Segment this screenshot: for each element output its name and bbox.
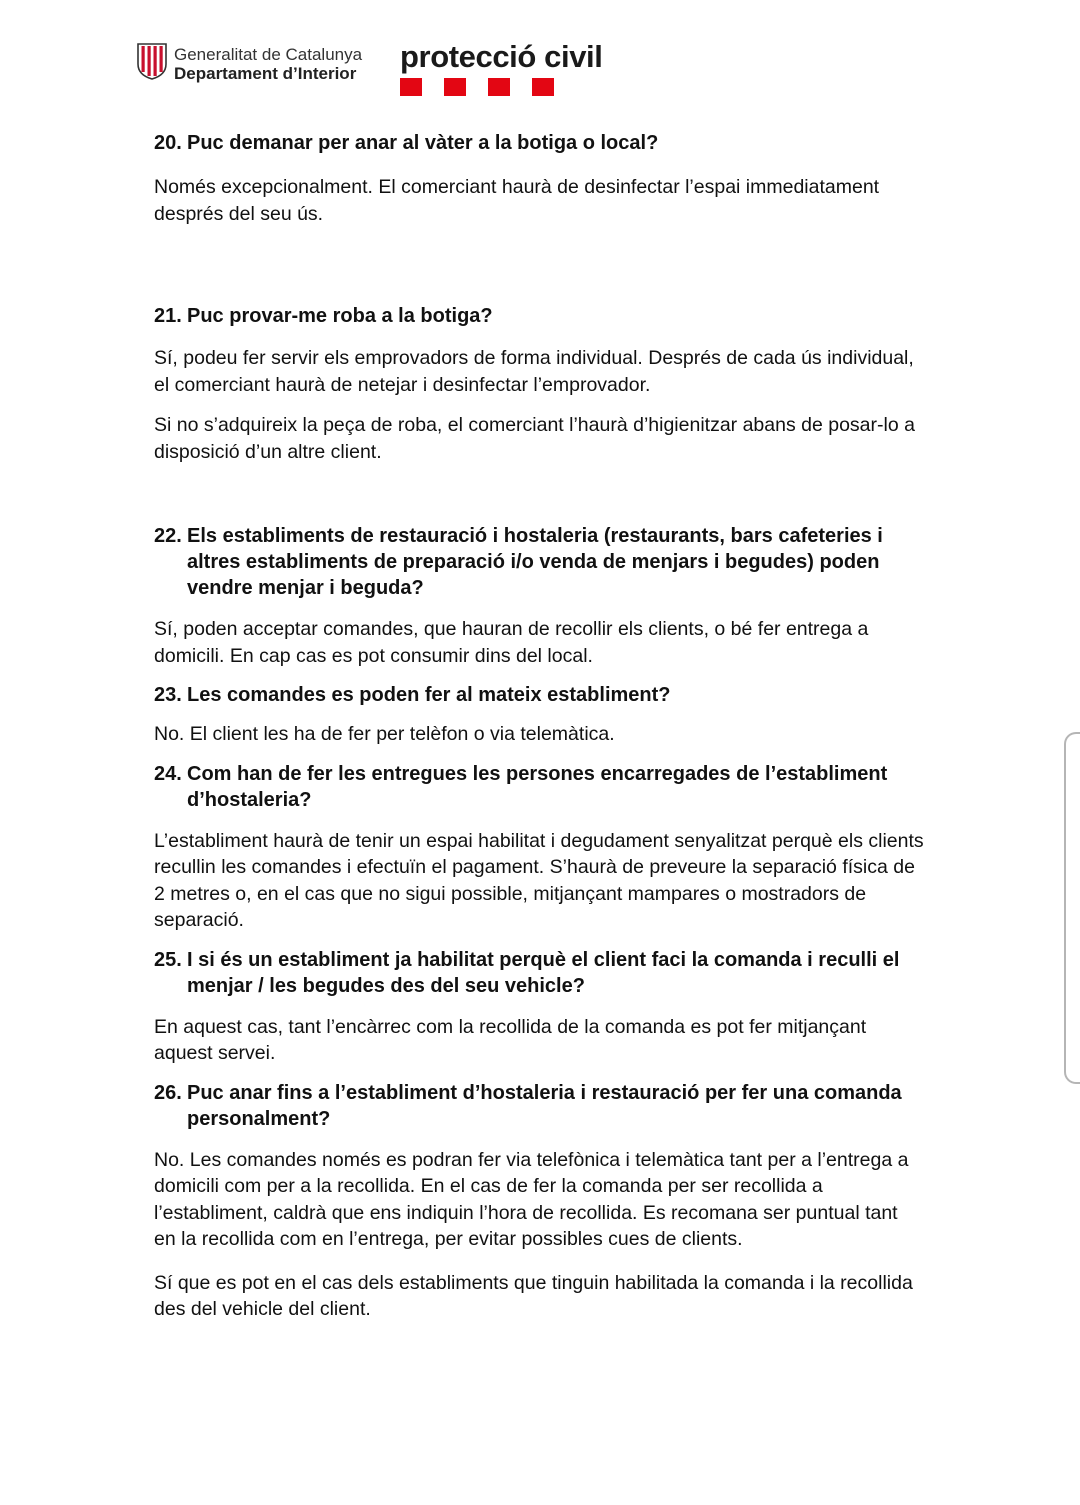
red-square-icon — [400, 78, 422, 96]
answer-paragraph: Sí, podeu fer servir els emprovadors de forma individual. Després de cada ús individual, el comerciant haurà de netejar i desinfectar l’emprovador. — [154, 347, 914, 396]
brand-squares — [400, 78, 602, 96]
question-number: 20. — [154, 132, 182, 154]
faq-item-24 — [154, 761, 924, 934]
question — [154, 682, 924, 708]
brand-title: protecció civil — [400, 39, 603, 74]
question — [154, 130, 924, 156]
red-square-icon — [444, 78, 466, 96]
answer-paragraph: Sí, poden acceptar comandes, que hauran de recollir els clients, o bé fer entrega a domicili. En cap cas es pot consumir dins del local. — [154, 618, 869, 667]
question-text: Puc provar-me roba a la botiga? — [187, 305, 493, 327]
faq-item-23 — [154, 682, 924, 748]
answer-paragraph: En aquest cas, tant l’encàrrec com la recollida de la comanda es pot fer mitjançant aquest servei. — [154, 1015, 867, 1064]
document-header — [136, 40, 616, 102]
faq-item-20 — [154, 130, 924, 227]
page-edge-handle[interactable] — [1064, 732, 1080, 1084]
answer-paragraph: Si no s’adquireix la peça de roba, el comerciant l’haurà d’higienitzar abans de posar-lo a disposició d’un altre client. — [154, 414, 915, 463]
proteccio-civil-logo — [400, 40, 602, 96]
question-text: Puc demanar per anar al vàter a la botiga o local? — [187, 132, 659, 154]
question — [154, 761, 924, 813]
question-number: 22. — [154, 525, 182, 547]
generalitat-crest-icon — [136, 42, 168, 80]
answer-paragraph: L’establiment haurà de tenir un espai habilitat i degudament senyalitzat perquè els clients recullin les comandes i efectuïn el pagament. S’haurà de preveure la separació física de 2 metres o, en el cas que no sigui possible, mitjançant mampares o mostradors de separació. — [154, 829, 924, 931]
faq-content — [154, 130, 924, 1323]
question-text: Com han de fer les entregues les persones encarregades de l’establiment d’hostaleria? — [187, 762, 888, 811]
question-number: 23. — [154, 684, 182, 706]
question-number: 21. — [154, 305, 182, 327]
question — [154, 1080, 924, 1132]
question-text: Puc anar fins a l’establiment d’hostaleria i restauració per fer una comanda personalment? — [187, 1081, 902, 1130]
question — [154, 303, 924, 329]
generalitat-wordmark — [174, 45, 362, 83]
question-text: I si és un establiment ja habilitat perquè el client faci la comanda i reculli el menjar / les begudes des del seu vehicle? — [187, 948, 900, 997]
question-text: Les comandes es poden fer al mateix establiment? — [187, 684, 671, 706]
faq-item-21 — [154, 303, 924, 465]
answer-paragraph: Només excepcionalment. El comerciant haurà de desinfectar l’espai immediatament després del seu ús. — [154, 176, 880, 225]
question-number: 26. — [154, 1081, 182, 1104]
red-square-icon — [488, 78, 510, 96]
question-text: Els establiments de restauració i hostaleria (restaurants, bars cafeteries i altres establiments de preparació i/o venda de menjars i begudes) poden vendre menjar i beguda? — [187, 525, 883, 599]
answer-paragraph: No. Les comandes només es podran fer via telefònica i telemàtica tant per a l’entrega a domicili com per a la recollida. En el cas de fer la comanda per ser recollida a l’establiment, caldrà que ens indiquin l’hora de recollida. Es recomana ser puntual tant en la recollida com en l’entrega, per evitar possibles cues de clients. — [154, 1148, 909, 1250]
answer-paragraph: Sí que es pot en el cas dels establiments que tinguin habilitada la comanda i la recollida des del vehicle del client. — [154, 1271, 913, 1320]
faq-item-22 — [154, 523, 924, 669]
faq-item-25 — [154, 947, 924, 1067]
question — [154, 947, 924, 999]
department-name: Departament d’Interior — [174, 64, 357, 83]
question-number: 25. — [154, 948, 182, 971]
red-square-icon — [532, 78, 554, 96]
faq-item-26 — [154, 1080, 924, 1323]
question — [154, 523, 924, 601]
government-name: Generalitat de Catalunya — [174, 45, 363, 64]
question-number: 24. — [154, 762, 182, 785]
answer-paragraph: No. El client les ha de fer per telèfon o via telemàtica. — [154, 723, 615, 745]
